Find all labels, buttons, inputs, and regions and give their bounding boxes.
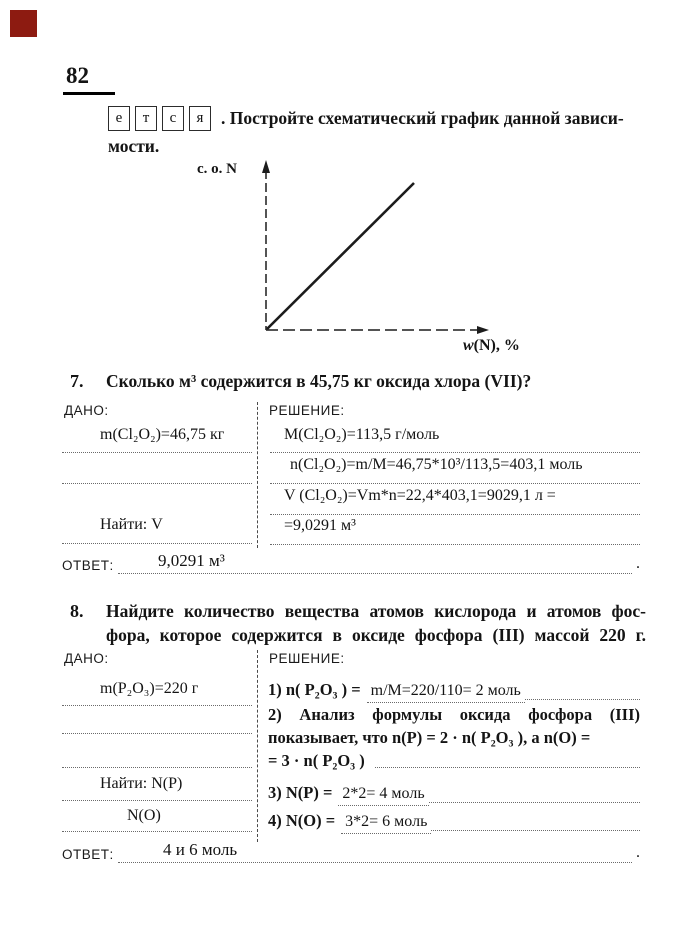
solution-step-1 — [268, 680, 640, 703]
solution-line-1: M(Cl₂O₂)=113,5 г/моль — [284, 426, 440, 443]
problem8-text-line1: Найдите количество вещества атомов кислорода и атомов фос- — [106, 601, 646, 621]
letter-cell: е — [108, 106, 130, 131]
x-axis-arrow — [477, 326, 489, 334]
problem7-text: Сколько м³ содержится в 45,75 кг оксида хлора (VII)? — [106, 371, 532, 391]
letter-cell: т — [135, 106, 157, 131]
step4-filled: 3*2= 6 моль — [341, 813, 431, 834]
step1-printed: 1) n( P₂O₃ ) = — [268, 680, 361, 699]
column-divider — [257, 402, 258, 548]
dotted-line — [62, 483, 252, 484]
solution-step-2 — [268, 704, 640, 749]
intro-text-line2: мости. — [108, 136, 160, 156]
x-label-symbol: w — [463, 337, 474, 354]
otvet-label: ОТВЕТ: — [62, 847, 114, 862]
problem7-answer-row — [62, 551, 640, 577]
page-number: 82 — [66, 63, 89, 88]
solution-line-4: =9,0291 м³ — [284, 517, 356, 534]
step2-line2: показывает, что n(P) = 2 · n( P₂O₃ ), а n(O) = — [268, 727, 591, 747]
page-number-underline — [63, 92, 115, 95]
problem7-solution-table — [62, 399, 642, 551]
dotted-line — [375, 767, 640, 768]
line-end-period: . — [636, 555, 640, 572]
dotted-line — [118, 862, 632, 863]
dotted-line — [62, 705, 252, 706]
otvet-label: ОТВЕТ: — [62, 558, 114, 573]
dependency-graph — [190, 156, 535, 366]
answer-value: 4 и 6 моль — [163, 840, 238, 859]
problem8-text-line2: фора, которое содержится в оксиде фосфора (III) массой 220 г. — [106, 624, 646, 645]
answer-value: 9,0291 м³ — [158, 551, 225, 570]
line-end-period: . — [636, 844, 640, 861]
reshenie-label: РЕШЕНИЕ: — [269, 403, 345, 418]
dotted-line — [270, 483, 640, 484]
reshenie-label: РЕШЕНИЕ: — [269, 651, 345, 666]
step2-line1: 2) Анализ формулы оксида фосфора (III) — [268, 705, 640, 724]
intro-text: . Постройте схематический график данной зависи- — [221, 108, 624, 128]
x-label-rest: (N), % — [473, 337, 520, 354]
dotted-line — [62, 543, 252, 544]
dotted-line — [270, 452, 640, 453]
graph-y-axis-label: с. о. N — [197, 161, 237, 177]
dotted-line — [62, 452, 252, 453]
given-mass: m(P₂O₃)=220 г — [100, 680, 199, 697]
problem8-solution-table — [62, 647, 642, 845]
dotted-line — [431, 830, 640, 831]
graph-x-axis-label — [463, 337, 520, 355]
problem7-title — [70, 370, 648, 394]
problem7-number: 7. — [70, 371, 84, 391]
graph-line — [267, 183, 414, 329]
letter-cell: с — [162, 106, 184, 131]
step2b-printed: = 3 · n( P₂O₃ ) — [268, 751, 365, 770]
step3-printed: 3) N(P) = — [268, 783, 333, 802]
solution-step-2b — [268, 751, 640, 771]
solution-step-4 — [268, 811, 640, 834]
corner-red-mark — [10, 10, 37, 37]
find-value-2: N(O) — [127, 807, 161, 824]
dotted-line — [62, 800, 252, 801]
step3-filled: 2*2= 4 моль — [338, 785, 428, 806]
step1-filled: m/M=220/110= 2 моль — [367, 682, 525, 703]
step4-printed: 4) N(O) = — [268, 811, 336, 830]
solution-line-2: n(Cl₂O₂)=m/M=46,75*10³/113,5=403,1 моль — [290, 456, 583, 473]
problem8-title — [70, 600, 646, 647]
solution-line-3: V (Cl₂O₂)=Vm*n=22,4*403,1=9029,1 л = — [284, 487, 556, 504]
letter-cell: я — [189, 106, 211, 131]
dano-label: ДАНО: — [64, 651, 109, 666]
given-mass: m(Cl₂O₂)=46,75 кг — [100, 426, 225, 443]
dotted-line — [525, 699, 640, 700]
dotted-line — [62, 831, 252, 832]
find-value: Найти: V — [100, 516, 163, 533]
dotted-line — [270, 514, 640, 515]
dano-label: ДАНО: — [64, 403, 109, 418]
column-divider — [257, 650, 258, 842]
dotted-line — [270, 544, 640, 545]
dotted-line — [429, 802, 640, 803]
find-value-1: Найти: N(P) — [100, 775, 183, 792]
problem8-number: 8. — [70, 601, 84, 621]
dotted-line — [118, 573, 632, 574]
y-axis-arrow — [262, 160, 270, 173]
intro-block — [108, 106, 648, 157]
dotted-line — [62, 733, 252, 734]
dotted-line — [62, 767, 252, 768]
solution-step-3 — [268, 783, 640, 806]
intro-line1 — [108, 106, 648, 131]
problem8-answer-row — [62, 840, 640, 866]
